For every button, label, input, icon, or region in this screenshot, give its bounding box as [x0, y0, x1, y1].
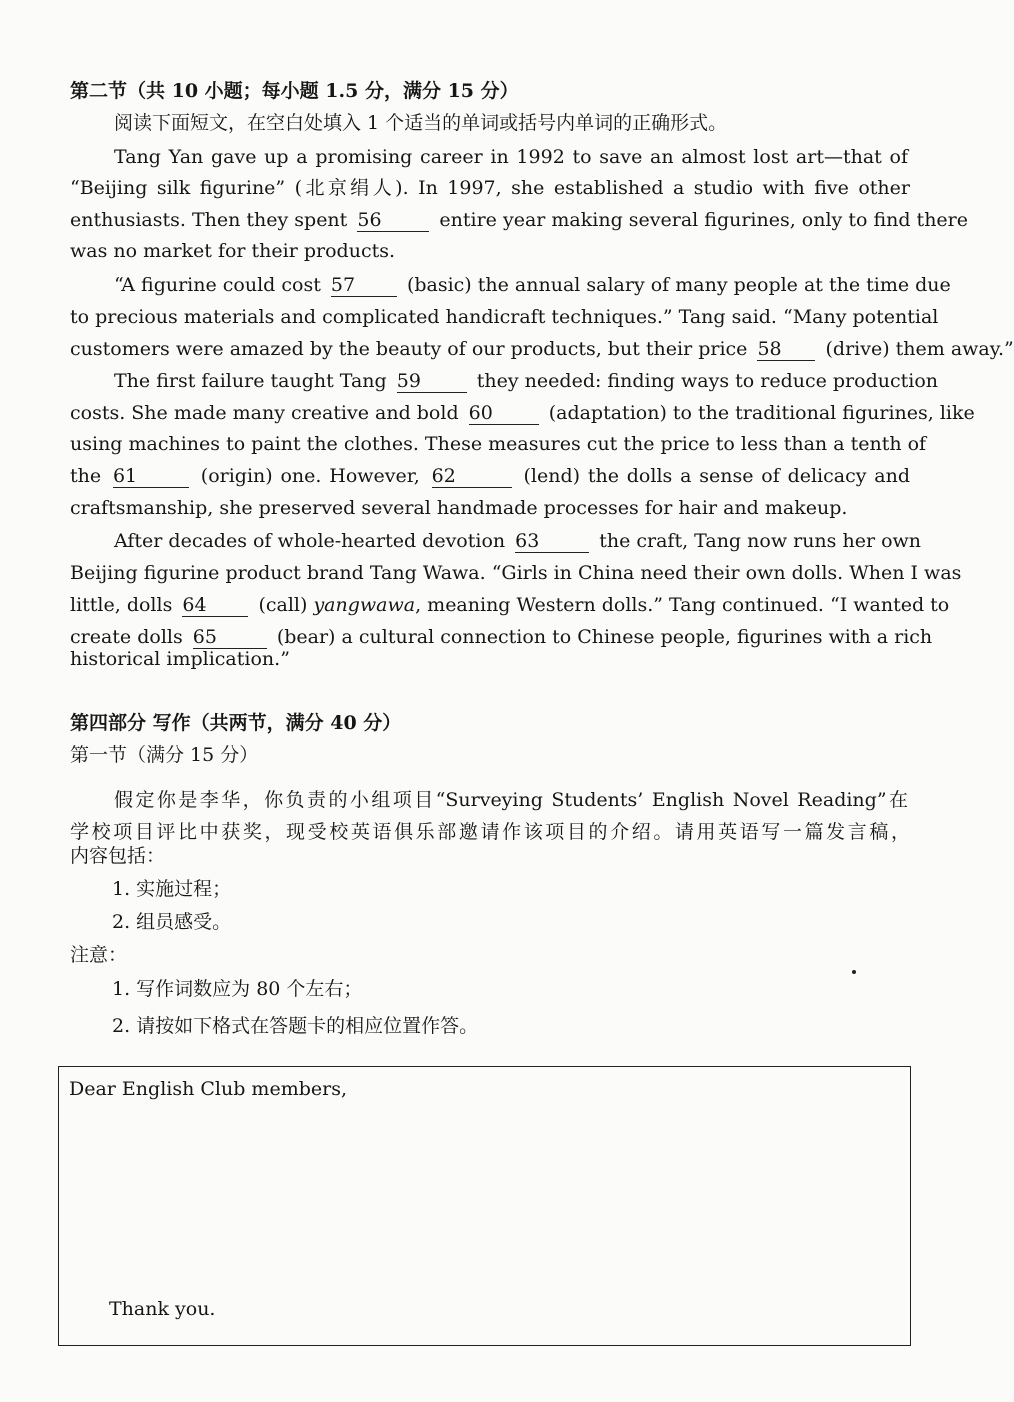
stray-dot: [852, 970, 856, 974]
blank-59[interactable]: 59: [397, 370, 467, 393]
passage-text: entire year making several figurines, only to find there: [439, 209, 969, 231]
passage-line: to precious materials and complicated handicraft techniques.” Tang said. “Many potential: [70, 306, 939, 328]
passage-line: Beijing figurine product brand Tang Wawa. “Girls in China need their own dolls. When I was: [70, 562, 962, 584]
blank-65[interactable]: 65: [193, 626, 267, 649]
task-paragraph: 内容包括：: [70, 845, 166, 867]
passage-text: (basic) the annual salary of many people at the time due: [406, 274, 951, 296]
blank-62[interactable]: 62: [432, 465, 512, 488]
passage-line: craftsmanship, she preserved several handmade processes for hair and makeup.: [70, 497, 848, 519]
passage-text: (origin) one. However,: [200, 465, 420, 487]
letter-closing: Thank you.: [109, 1298, 216, 1320]
passage-text: create dolls: [70, 626, 183, 648]
blank-60[interactable]: 60: [469, 402, 539, 425]
blank-63[interactable]: 63: [515, 530, 589, 553]
passage-text: After decades of whole-hearted devotion: [114, 530, 506, 552]
passage-line: using machines to paint the clothes. These measures cut the price to less than a tenth of: [70, 433, 927, 455]
passage-text: (call): [258, 594, 308, 616]
passage-line: “Beijing silk figurine” (北京绢人). In 1997, she established a studio with five other: [70, 177, 910, 199]
passage-text: customers were amazed by the beauty of our products, but their price: [70, 338, 748, 360]
passage-text: enthusiasts. Then they spent: [70, 209, 348, 231]
passage-text: (drive) them away.”: [825, 338, 1014, 360]
task-paragraph: 假定你是李华，你负责的小组项目“Surveying Students’ English Novel Reading”在: [114, 789, 908, 811]
passage-text: they needed: finding ways to reduce production: [476, 370, 939, 392]
passage-text: “A figurine could cost: [114, 274, 321, 296]
letter-greeting: Dear English Club members,: [69, 1078, 347, 1100]
blank-56[interactable]: 56: [357, 209, 429, 232]
passage-line: [70, 398, 975, 429]
blank-64[interactable]: 64: [182, 594, 248, 617]
section2-instruction: 阅读下面短文，在空白处填入 1 个适当的单词或括号内单词的正确形式。: [114, 112, 728, 134]
task-item: 1. 实施过程；: [112, 878, 232, 900]
passage-line: [114, 366, 939, 397]
note-label: 注意：: [70, 944, 128, 966]
passage-line: [70, 334, 1014, 365]
passage-line: [114, 270, 951, 301]
note-item: 2. 请按如下格式在答题卡的相应位置作答。: [112, 1015, 479, 1037]
passage-text: , meaning Western dolls.” Tang continued. “I wanted to: [415, 594, 950, 616]
passage-text: The first failure taught Tang: [114, 370, 387, 392]
section2-heading: 第二节（共 10 小题；每小题 1.5 分，满分 15 分）: [70, 80, 519, 102]
passage-line: [70, 205, 969, 236]
task-item: 2. 组员感受。: [112, 911, 232, 933]
passage-text: (adaptation) to the traditional figurines, like: [548, 402, 975, 424]
passage-text: (lend) the dolls a sense of delicacy and: [523, 465, 911, 487]
passage-text: costs. She made many creative and bold: [70, 402, 459, 424]
passage-line: [70, 590, 950, 621]
passage-line: was no market for their products.: [70, 240, 396, 262]
task-paragraph: 学校项目评比中获奖，现受校英语俱乐部邀请作该项目的介绍。请用英语写一篇发言稿，: [70, 821, 910, 843]
blank-61[interactable]: 61: [113, 465, 189, 488]
blank-57[interactable]: 57: [331, 274, 397, 297]
passage-text: little, dolls: [70, 594, 173, 616]
passage-italic-term: yangwawa: [313, 594, 416, 616]
passage-line: Tang Yan gave up a promising career in 1992 to save an almost lost art—that of: [114, 146, 908, 168]
passage-text: the craft, Tang now runs her own: [599, 530, 922, 552]
passage-line: [70, 461, 910, 492]
note-item: 1. 写作词数应为 80 个左右；: [112, 978, 363, 1000]
passage-text: (bear) a cultural connection to Chinese people, figurines with a rich: [276, 626, 933, 648]
passage-line: [114, 526, 922, 557]
passage-line: historical implication.”: [70, 648, 290, 670]
part4-heading: 第四部分 写作（共两节，满分 40 分）: [70, 712, 402, 734]
answer-box[interactable]: [58, 1066, 911, 1346]
blank-58[interactable]: 58: [757, 338, 815, 361]
passage-text: the: [70, 465, 102, 487]
part4-subheading: 第一节（满分 15 分）: [70, 744, 259, 766]
